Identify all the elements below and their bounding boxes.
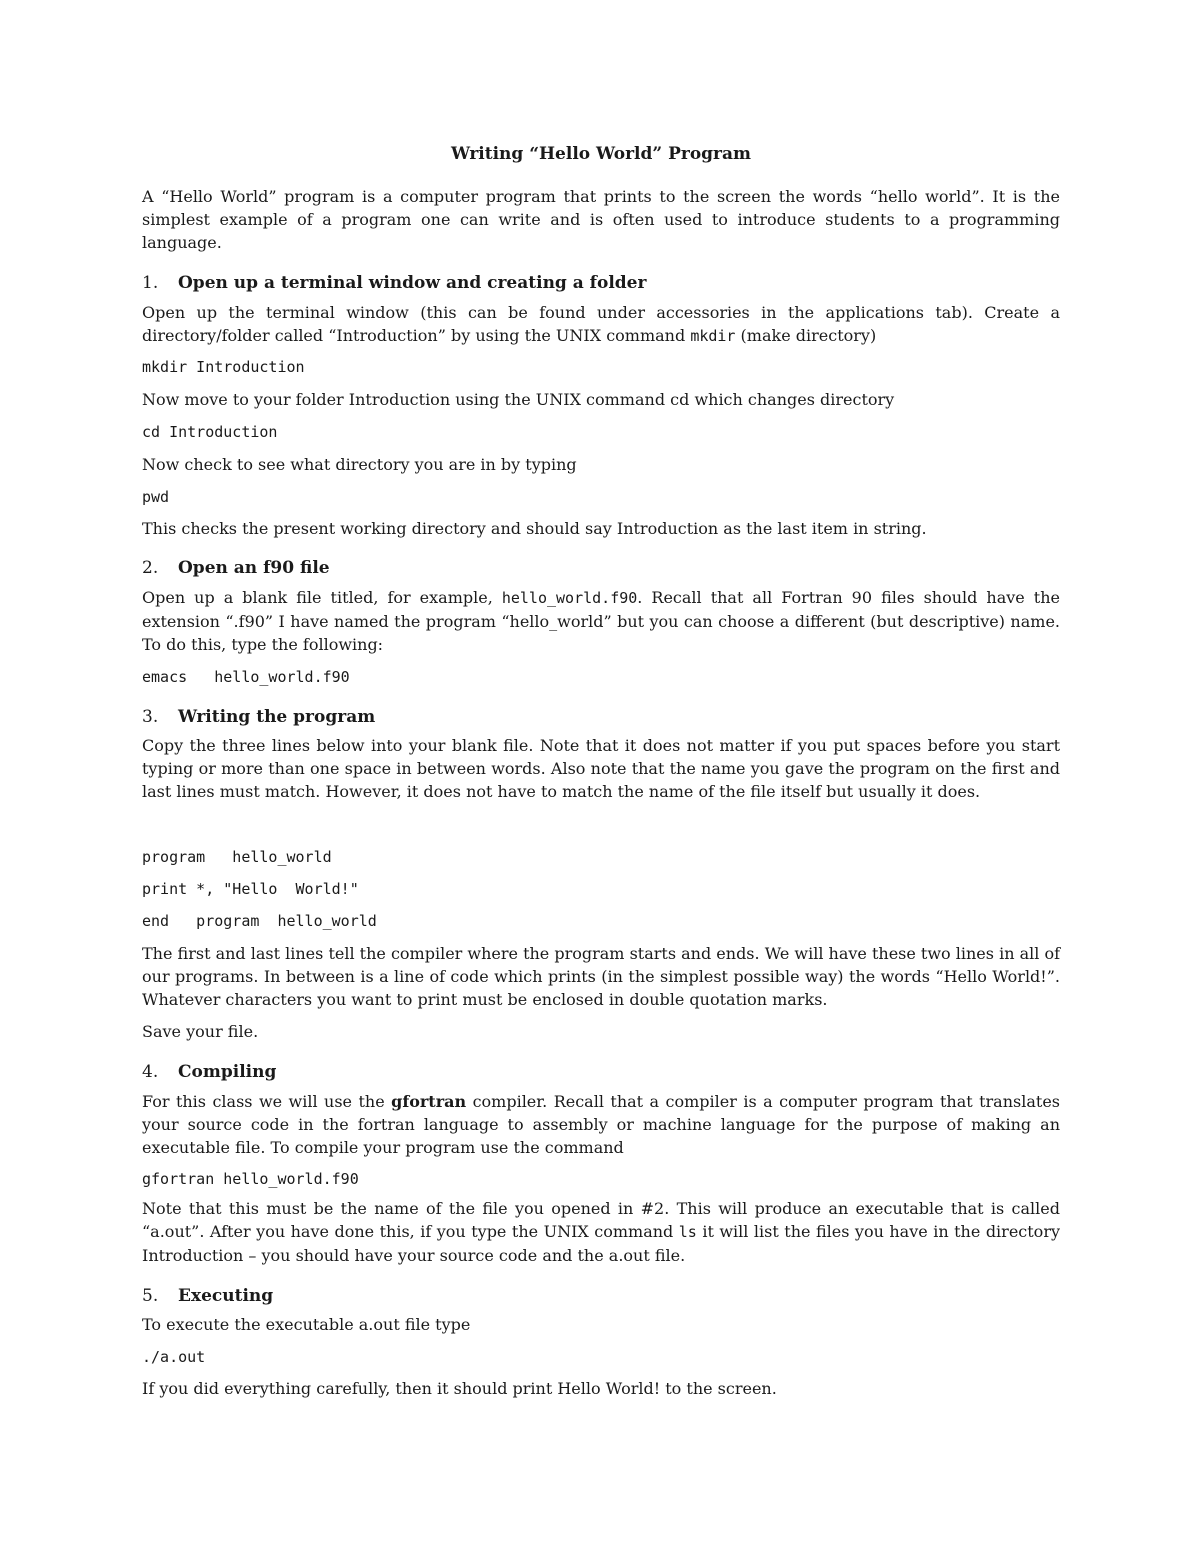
text-run: Open up a blank file titled, for example, — [142, 588, 502, 607]
section-number: 2. — [142, 558, 159, 578]
section-2-heading — [142, 557, 330, 580]
section-4-heading — [142, 1061, 276, 1084]
section-4-paragraph-1 — [142, 1090, 1060, 1159]
code-line: ./a.out — [142, 1348, 206, 1366]
section-1-paragraph-1 — [142, 301, 1060, 348]
code-line: end program hello_world — [142, 912, 377, 930]
section-1-heading — [142, 272, 646, 295]
section-3-paragraph-1: Copy the three lines below into your blank file. Note that it does not matter if you put spaces before you start typing or more than one space in between words. Also note that the name you gave the program on the first and last lines must match. However, it does not have to match the name of the file itself but usually it does. — [142, 736, 1060, 801]
code-line: mkdir Introduction — [142, 358, 305, 376]
section-1-paragraph-4: This checks the present working directory and should say Introduction as the last item in string. — [142, 519, 927, 538]
code-line: emacs hello_world.f90 — [142, 668, 350, 686]
code-line: pwd — [142, 488, 170, 506]
text-run: it will list the files you have in the directory Introduction – you should have your source code and the a.out file. — [142, 1222, 1061, 1265]
section-title: Open up a terminal window and creating a folder — [178, 273, 647, 293]
section-3-paragraph-2: The first and last lines tell the compiler where the program starts and ends. We will have these two lines in all of our programs. In between is a line of code which prints (in the simplest possible way) the words “Hello World!”. Whatever characters you want to print must be enclosed in double quotation marks. — [142, 944, 1060, 1009]
section-5-paragraph-1: To execute the executable a.out file type — [142, 1315, 471, 1334]
section-1-paragraph-3: Now check to see what directory you are in by typing — [142, 455, 577, 474]
inline-code: mkdir — [690, 327, 736, 345]
section-title: Writing the program — [178, 707, 376, 727]
code-line: print *, "Hello World!" — [142, 880, 359, 898]
section-number: 1. — [142, 273, 159, 293]
inline-code: hello_world.f90 — [501, 589, 638, 607]
code-line: cd Introduction — [142, 423, 278, 441]
section-5-paragraph-2: If you did everything carefully, then it should print Hello World! to the screen. — [142, 1379, 777, 1398]
section-title: Compiling — [178, 1062, 277, 1082]
text-run: (make directory) — [735, 326, 877, 345]
section-number: 3. — [142, 707, 159, 727]
inline-code: ls — [678, 1223, 697, 1241]
code-line: program hello_world — [142, 848, 332, 866]
section-3-paragraph-3: Save your file. — [142, 1022, 259, 1041]
document-page — [142, 0, 1060, 1553]
page-title: Writing “Hello World” Program — [450, 144, 751, 164]
text-run: For this class we will use the — [142, 1092, 392, 1111]
intro-paragraph: A “Hello World” program is a computer program that prints to the screen the words “hello world”. It is the simplest example of a program one can write and is often used to introduce students to a programming language. — [142, 187, 1060, 252]
section-4-paragraph-2 — [142, 1197, 1060, 1267]
section-1-paragraph-2: Now move to your folder Introduction using the UNIX command cd which changes directory — [142, 390, 895, 409]
text-run: Note that this must be the name of the file you opened in #2. This will produce an executable that is called “a.out”. After you have done this, if you type the UNIX command — [142, 1199, 1060, 1241]
section-3-heading — [142, 706, 375, 729]
section-5-heading — [142, 1285, 273, 1308]
code-line: gfortran hello_world.f90 — [142, 1170, 359, 1188]
section-number: 4. — [142, 1062, 159, 1082]
text-run: . Recall that all Fortran 90 files should have the extension “.f90” I have named the program “hello_world” but you can choose a different (but descriptive) name. To do this, type the following: — [142, 588, 1060, 654]
text-run: Open up the terminal window (this can be found under accessories in the applications tab). Create a directory/folder called “Introduction” by using the UNIX command — [142, 303, 1060, 345]
section-title: Open an f90 file — [178, 558, 330, 578]
section-title: Executing — [178, 1286, 274, 1306]
text-run: compiler. Recall that a compiler is a computer program that translates your source code in the fortran language to assembly or machine language for the purpose of making an executable file. To compile your program use the command — [142, 1092, 1061, 1157]
section-number: 5. — [142, 1286, 159, 1306]
section-2-paragraph-1 — [142, 586, 1060, 656]
bold-term: gfortran — [391, 1092, 467, 1111]
